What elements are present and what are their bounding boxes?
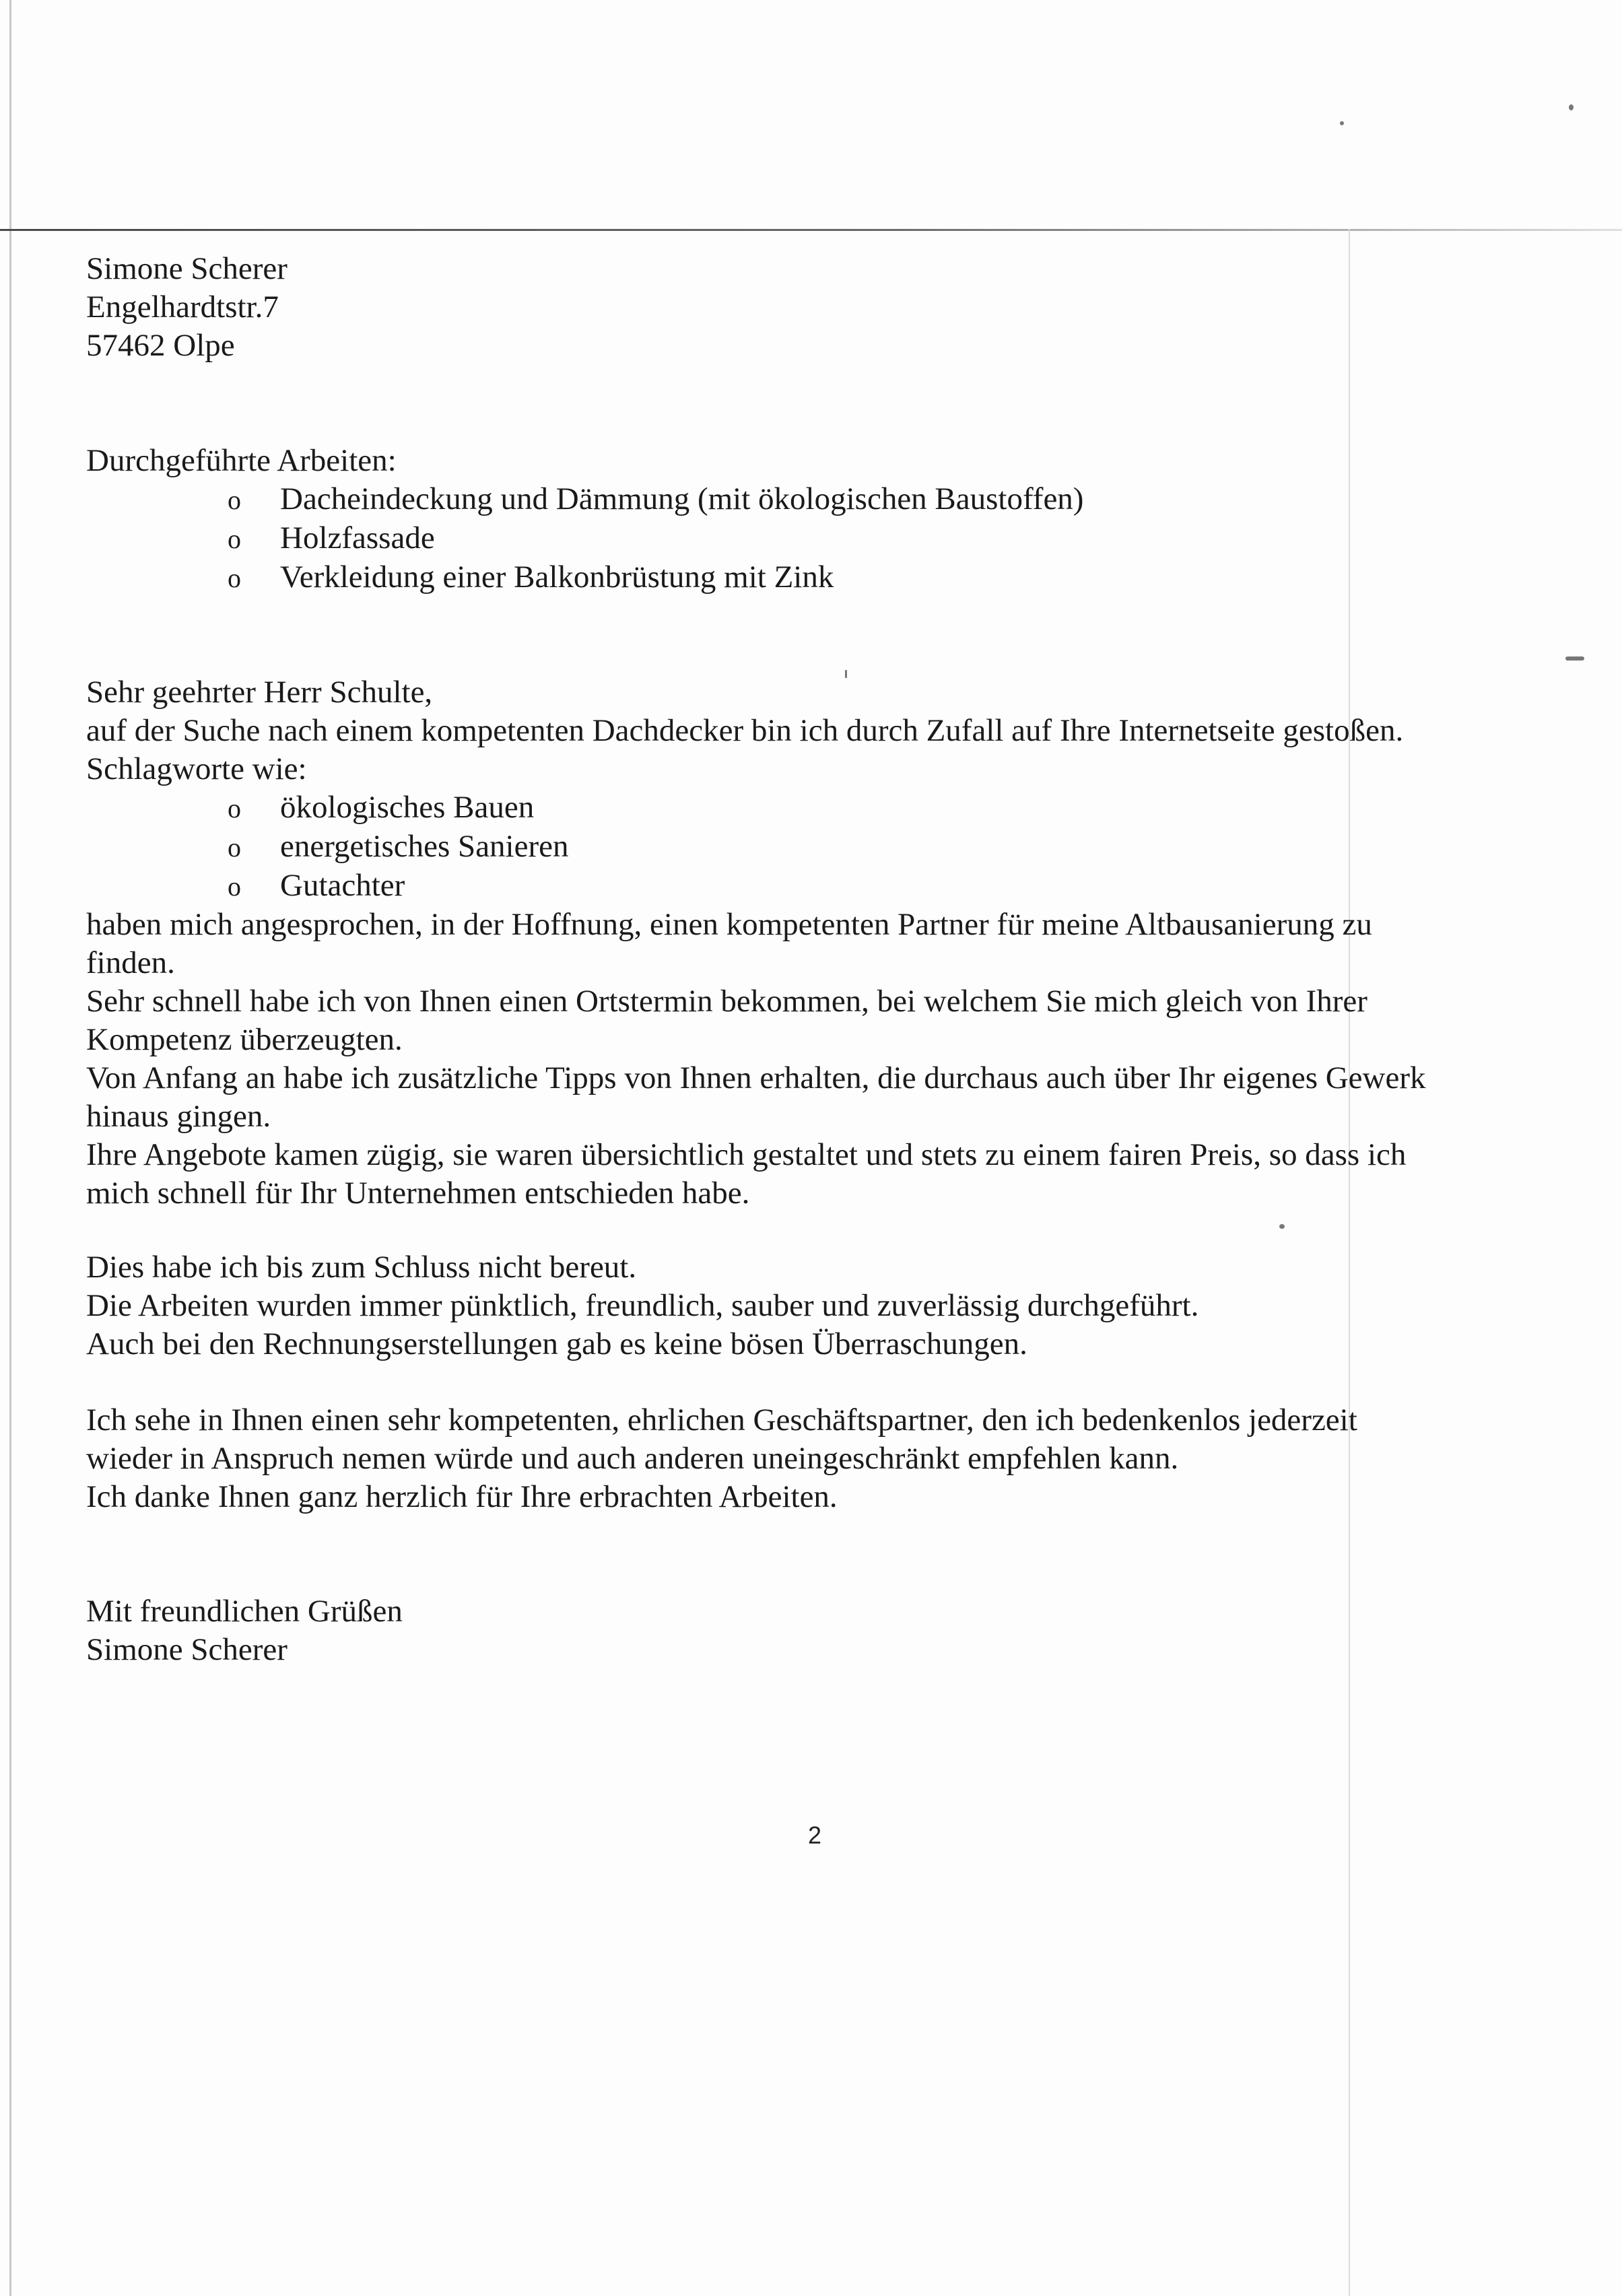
paragraph-line: Die Arbeiten wurden immer pünktlich, freundlich, sauber und zuverlässig durchgeführt.: [86, 1288, 1199, 1323]
scan-fold-line-right: [1349, 229, 1350, 2296]
paragraph-line: Dies habe ich bis zum Schluss nicht bereut.: [86, 1250, 637, 1285]
sender-city: 57462 Olpe: [86, 328, 235, 363]
paragraph-line: Auch bei den Rechnungserstellungen gab es keine bösen Überraschungen.: [86, 1326, 1027, 1361]
paragraph-line: Kompetenz überzeugten.: [86, 1022, 403, 1057]
closing: [86, 1592, 403, 1669]
bullet-icon: o: [228, 485, 241, 515]
scan-speck: [1340, 121, 1344, 125]
bullet-icon: o: [228, 793, 241, 823]
paragraph-line: hinaus gingen.: [86, 1099, 271, 1134]
bullet-icon: o: [228, 832, 241, 863]
work-heading: Durchgeführte Arbeiten:: [86, 443, 397, 478]
bullet-icon: o: [228, 871, 241, 902]
letter-body-continued: [86, 1248, 1198, 1363]
scan-fold-line-top: [0, 229, 1622, 231]
intro-line: auf der Suche nach einem kompetenten Dachdecker bin ich durch Zufall auf Ihre Internetseite gestoßen.: [86, 713, 1404, 748]
closing-name: Simone Scherer: [86, 1632, 288, 1667]
closing-greeting: Mit freundlichen Grüßen: [86, 1594, 403, 1629]
list-item: o Holzfassade: [228, 519, 1083, 558]
salutation: Sehr geehrter Herr Schulte,: [86, 675, 433, 710]
letter-body: [86, 673, 1426, 1213]
list-item: o Verkleidung einer Balkonbrüstung mit Zink: [228, 558, 1083, 597]
keyword-list: [86, 788, 1426, 906]
paragraph-line: Ich sehe in Ihnen einen sehr kompetenten, ehrlichen Geschäftspartner, den ich bedenkenlos jederzeit: [86, 1403, 1357, 1438]
list-item: o ökologisches Bauen: [228, 788, 1426, 828]
scan-speck: [1279, 1224, 1285, 1229]
scan-speck: [1569, 104, 1574, 110]
bullet-icon: o: [228, 524, 241, 554]
paragraph-line: Von Anfang an habe ich zusätzliche Tipps von Ihnen erhalten, die durchaus auch über Ihr eigenes Gewerk: [86, 1060, 1426, 1095]
sender-name: Simone Scherer: [86, 251, 288, 286]
work-list: [86, 480, 1083, 597]
keywords-intro: Schlagworte wie:: [86, 751, 307, 786]
paragraph-line: Ich danke Ihnen ganz herzlich für Ihre erbrachten Arbeiten.: [86, 1479, 838, 1514]
letter-body-final: [86, 1401, 1357, 1516]
list-item: o energetisches Sanieren: [228, 828, 1426, 867]
paragraph-line: haben mich angesprochen, in der Hoffnung, einen kompetenten Partner für meine Altbausanierung zu: [86, 907, 1372, 942]
scan-speck: [1565, 656, 1584, 661]
paragraph-line: Ihre Angebote kamen zügig, sie waren übersichtlich gestaltet und stets zu einem fairen Preis, so dass ich: [86, 1137, 1407, 1172]
list-item: o Gutachter: [228, 867, 1426, 906]
paragraph-line: mich schnell für Ihr Unternehmen entschieden habe.: [86, 1176, 750, 1211]
list-item: o Dacheindeckung und Dämmung (mit ökologischen Baustoffen): [228, 480, 1083, 519]
bullet-icon: o: [228, 563, 241, 593]
scan-edge-left: [9, 0, 11, 2296]
sender-address: [86, 250, 288, 365]
paragraph-line: Sehr schnell habe ich von Ihnen einen Ortstermin bekommen, bei welchem Sie mich gleich von Ihrer: [86, 984, 1367, 1019]
sender-street: Engelhardtstr.7: [86, 290, 279, 325]
paragraph-line: finden.: [86, 945, 175, 980]
work-section: [86, 442, 1083, 597]
paragraph-line: wieder in Anspruch nemen würde und auch anderen uneingeschränkt empfehlen kann.: [86, 1441, 1179, 1476]
page-number: 2: [808, 1821, 822, 1849]
